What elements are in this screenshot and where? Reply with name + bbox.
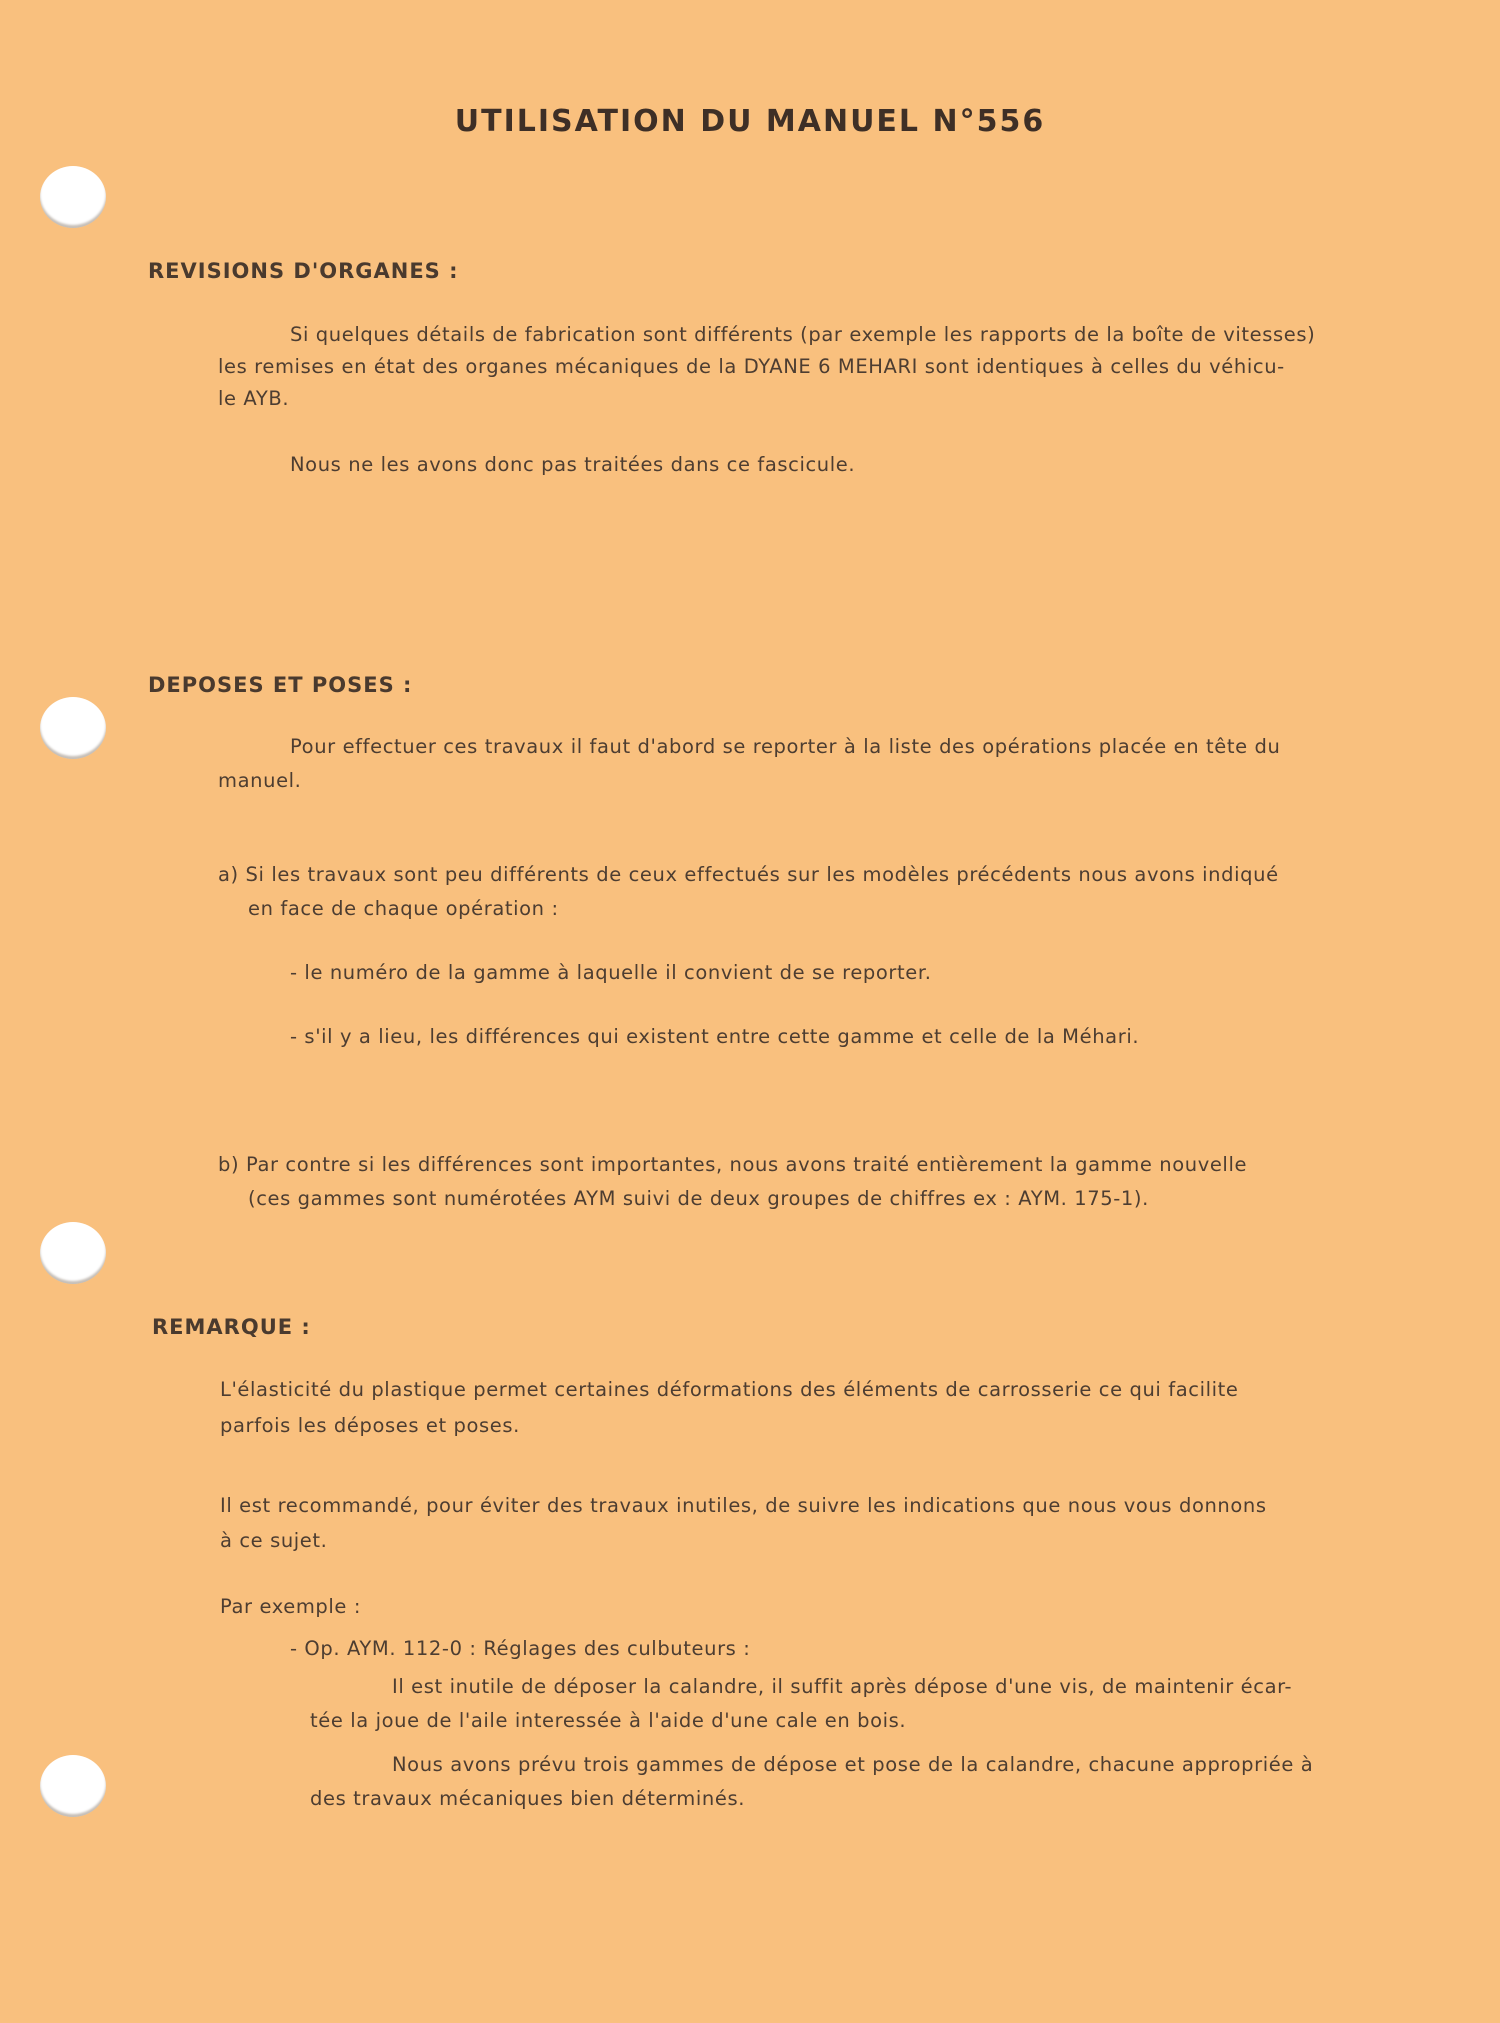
section-heading-deposes: DEPOSES ET POSES :	[148, 673, 413, 697]
revisions-paragraph-line: les remises en état des organes mécaniques de la DYANE 6 MEHARI sont identiques à celles du véhicu-	[218, 355, 1285, 378]
item-b-line: (ces gammes sont numérotées AYM suivi de deux groupes de chiffres ex : AYM. 175-1).	[248, 1187, 1149, 1210]
item-a-line: en face de chaque opération :	[248, 897, 559, 920]
binder-hole	[40, 1222, 106, 1284]
operation-paragraph-line: tée la joue de l'aile interessée à l'aide d'une cale en bois.	[310, 1709, 907, 1732]
revisions-paragraph-line: Si quelques détails de fabrication sont différents (par exemple les rapports de la boîte de vitesses)	[290, 323, 1316, 346]
deposes-paragraph-line: Pour effectuer ces travaux il faut d'abord se reporter à la liste des opérations placée en tête du	[290, 735, 1281, 758]
binder-hole	[40, 166, 106, 228]
remarque-paragraph-line: L'élasticité du plastique permet certaines déformations des éléments de carrosserie ce qui facilite	[220, 1378, 1239, 1401]
revisions-paragraph-line: le AYB.	[218, 387, 290, 410]
binder-hole	[40, 697, 106, 759]
remarque-paragraph-line: parfois les déposes et poses.	[220, 1414, 520, 1437]
bullet-item: - le numéro de la gamme à laquelle il convient de se reporter.	[290, 961, 932, 984]
operation-paragraph-line: Nous avons prévu trois gammes de dépose et pose de la calandre, chacune appropriée à	[392, 1753, 1314, 1776]
operation-paragraph-line: des travaux mécaniques bien déterminés.	[310, 1787, 746, 1810]
section-heading-remarque: REMARQUE :	[152, 1315, 311, 1339]
revisions-note: Nous ne les avons donc pas traitées dans ce fascicule.	[290, 453, 856, 476]
item-b-line: b) Par contre si les différences sont importantes, nous avons traité entièrement la gamme nouvelle	[218, 1153, 1248, 1176]
remarque-paragraph-line: à ce sujet.	[220, 1529, 328, 1552]
binder-hole	[40, 1755, 106, 1817]
example-intro: Par exemple :	[220, 1595, 361, 1618]
bullet-item: - s'il y a lieu, les différences qui existent entre cette gamme et celle de la Méhari.	[290, 1025, 1140, 1048]
operation-reference: - Op. AYM. 112-0 : Réglages des culbuteurs :	[290, 1637, 751, 1660]
item-a-line: a) Si les travaux sont peu différents de ceux effectués sur les modèles précédents nous avons indiqué	[218, 863, 1279, 886]
deposes-paragraph-line: manuel.	[218, 769, 302, 792]
remarque-paragraph-line: Il est recommandé, pour éviter des travaux inutiles, de suivre les indications que nous vous donnons	[220, 1494, 1267, 1517]
page-title: UTILISATION DU MANUEL N°556	[454, 104, 1046, 139]
operation-paragraph-line: Il est inutile de déposer la calandre, il suffit après dépose d'une vis, de maintenir écar-	[392, 1675, 1293, 1698]
section-heading-revisions: REVISIONS D'ORGANES :	[148, 259, 459, 283]
